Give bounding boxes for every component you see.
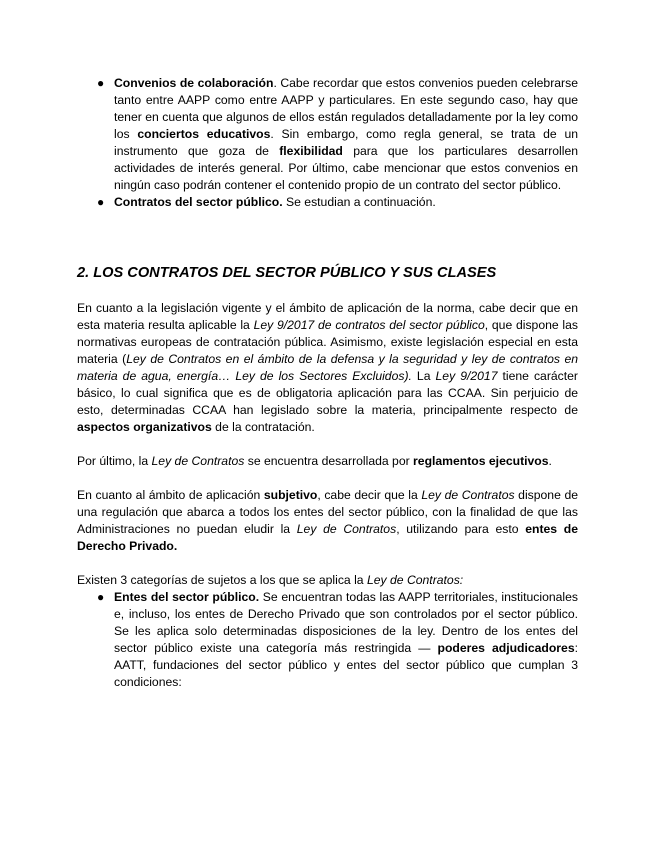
- italic-term: Ley de Contratos: [151, 454, 245, 468]
- text-run: , cabe decir que la: [317, 488, 422, 502]
- text-run: , que dispone las normativas europeas de contratación pública. Asimismo, existe legislación especial en esta materia (: [77, 318, 578, 366]
- text-run: Por último, la: [77, 454, 152, 468]
- text-run: La: [411, 369, 436, 383]
- text-run: Existen 3 categorías de sujetos a los que se aplica la: [77, 573, 367, 587]
- bold-term: poderes adjudicadores: [437, 641, 575, 655]
- text-run: dispone de una regulación que abarca a todos los entes del sector público, con la finalidad de que las Administraciones no puedan eludir la: [77, 488, 579, 536]
- italic-term: Ley de Contratos:: [366, 573, 464, 587]
- text-run: : AATT, fundaciones del sector público y entes del sector público que cumplan 3 condiciones:: [114, 641, 579, 689]
- bullet-list-bottom: [77, 589, 578, 691]
- list-item-entes: [77, 589, 578, 691]
- text-run: En cuanto al ámbito de aplicación: [77, 488, 264, 502]
- text-run: . Sin embargo, como regla general, se trata de un instrumento que goza de: [114, 127, 578, 158]
- text-run: para que los particulares desarrollen actividades de interés general. Por último, cabe mencionar que estos convenios en ningún caso podrán contener el contenido propio de un contrato del sector público.: [114, 144, 579, 192]
- bold-term: Entes del sector público.: [114, 590, 260, 604]
- text-run: , utilizando para esto: [396, 522, 526, 536]
- bold-term: flexibilidad: [279, 144, 343, 158]
- bold-term: entes de Derecho Privado.: [77, 522, 578, 553]
- italic-term: Ley 9/2017 de contratos del sector público: [253, 318, 485, 332]
- list-item-convenios: [77, 75, 578, 194]
- bullet-icon: ●: [97, 76, 105, 90]
- italic-term: Ley 9/2017: [435, 369, 498, 383]
- bullet-list-top: [77, 75, 578, 211]
- italic-term: Ley de Contratos en el ámbito de la defensa y la seguridad y ley de contratos en materia de agua, energía… Ley de los Sectores Excluidos).: [77, 352, 578, 383]
- paragraph-ambito-subjetivo: [77, 487, 578, 555]
- bullet-icon: ●: [97, 590, 105, 604]
- bold-term: subjetivo: [263, 488, 318, 502]
- paragraph-categorias: [77, 572, 578, 589]
- italic-term: Ley de Contratos: [296, 522, 397, 536]
- paragraph-legislacion: [77, 300, 578, 436]
- section-heading: 2. LOS CONTRATOS DEL SECTOR PÚBLICO Y SUS CLASES: [77, 265, 497, 281]
- text-run: En cuanto a la legislación vigente y el ámbito de aplicación de la norma, cabe decir que en esta materia resulta aplicable la: [77, 301, 578, 332]
- bold-term: reglamentos ejecutivos: [413, 454, 549, 468]
- bold-term: conciertos educativos: [137, 127, 271, 141]
- bold-term: aspectos organizativos: [77, 420, 212, 434]
- paragraph-reglamentos: [77, 453, 578, 470]
- section-heading-wrap: [77, 264, 578, 282]
- bullet-icon: ●: [97, 195, 105, 209]
- bold-term: Contratos del sector público.: [114, 195, 283, 209]
- text-run: se encuentra desarrollada por: [244, 454, 414, 468]
- italic-term: Ley de Contratos: [421, 488, 515, 502]
- bold-term: Convenios de colaboración: [114, 76, 274, 90]
- text-run: .: [548, 454, 552, 468]
- text-run: de la contratación.: [211, 420, 315, 434]
- list-item-contratos: [77, 194, 578, 211]
- text-run: Se estudian a continuación.: [282, 195, 436, 209]
- text-run: tiene carácter básico, lo cual significa que es de obligatoria aplicación para las CCAA. Sin perjuicio de esto, determinadas CCAA han legislado sobre la materia, principalmente respecto de: [77, 369, 578, 417]
- text-run: Se encuentran todas las AAPP territoriales, institucionales e, incluso, los entes de Derecho Privado que son controlados por el sector público. Se les aplica solo determinadas disposiciones de la ley. Dentro de los entes del sector público existe una categoría más restringida —: [114, 590, 578, 655]
- text-run: . Cabe recordar que estos convenios pueden celebrarse tanto entre AAPP como entre AAPP y particulares. En este segundo caso, hay que tener en cuenta que algunos de ellos están regulados detalladamente por la ley como los: [114, 76, 578, 141]
